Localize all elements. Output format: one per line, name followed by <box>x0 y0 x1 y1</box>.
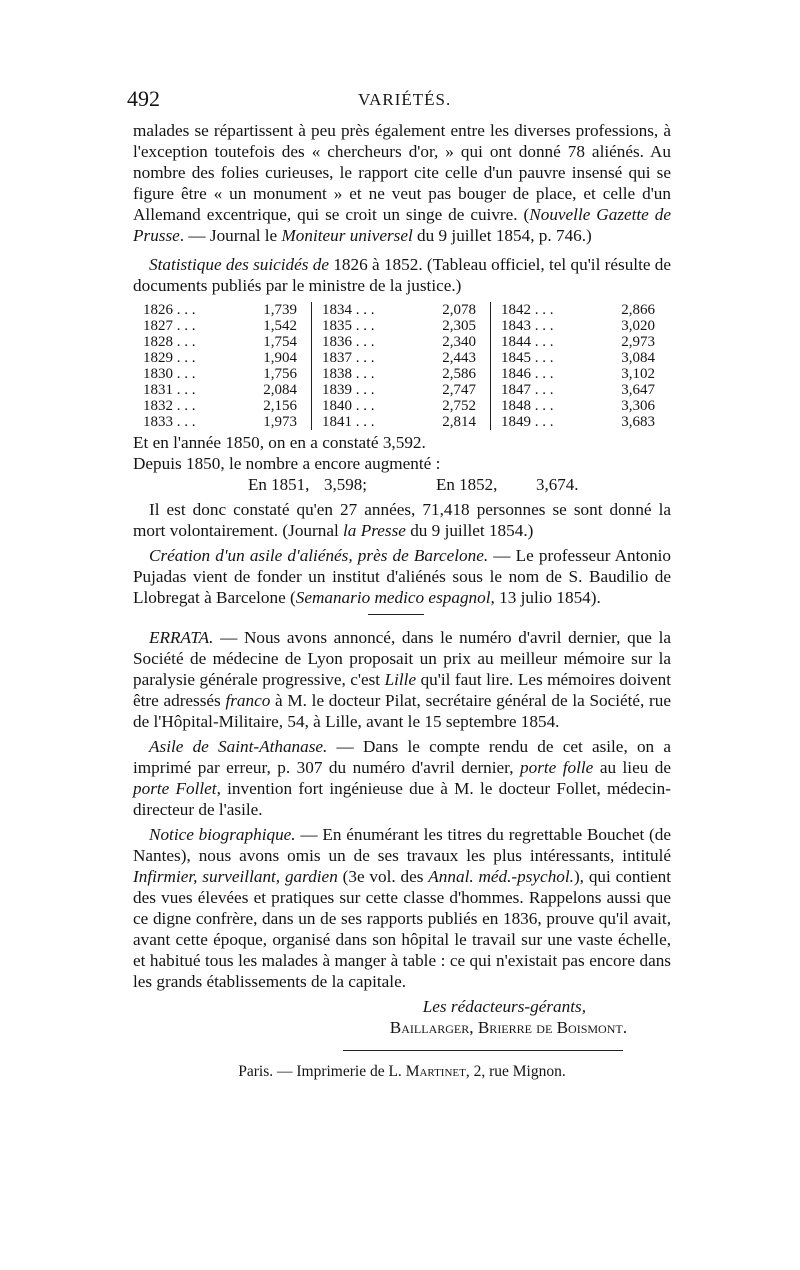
paragraph-conclusion: Il est donc constaté qu'en 27 années, 71,418 personnes se sont donné la mort volontairement. (Journal la Presse du 9 juillet 1854.) <box>133 500 671 540</box>
row-1851-1852: En 1851, 3,598; En 1852, 3,674. <box>248 475 579 494</box>
page-header <box>127 86 671 120</box>
signature-label: Les rédacteurs-gérants, <box>422 997 586 1016</box>
page-number: 492 <box>127 86 160 111</box>
paragraph-asile-saint-athanase: Asile de Saint-Athanase. — Dans le compte rendu de cet asile, on a imprimé par erreur, p. 307 du numéro d'avril dernier, porte folle au lieu de porte Follet, invention fort ingénieuse due à M. le docteur Follet, médecin-directeur de l'asile. <box>133 737 671 819</box>
line-depuis-1850: Depuis 1850, le nombre a encore augmenté : <box>133 454 441 473</box>
statistics-heading: Statistique des suicidés de 1826 à 1852. (Tableau officiel, tel qu'il résulte de documents publiés par le ministre de la justice.) <box>133 255 671 295</box>
signature-names: Baillarger, Brierre de Boismont. <box>389 1018 627 1037</box>
running-title: VARIÉTÉS. <box>358 90 452 109</box>
years-column-2: 1834 . . . 1835 . . . 1836 . . . 1837 . . . 1838 . . . 1839 . . . 1840 . . . 1841 . . . <box>312 302 413 430</box>
line-1850: Et en l'année 1850, on en a constaté 3,592. <box>133 433 426 452</box>
page <box>127 86 671 1082</box>
printer-imprint: Paris. — Imprimerie de L. Martinet, 2, rue Mignon. <box>238 1063 566 1080</box>
paragraph-barcelone: Création d'un asile d'aliénés, près de Barcelone. — Le professeur Antonio Pujadas vient de fonder un institut d'aliénés sous le nom de S. Baudilio de Llobregat à Barcelone (Semanario medico espagnol, 13 julio 1854). <box>133 546 671 607</box>
years-column-1: 1826 . . . 1827 . . . 1828 . . . 1829 . . . 1830 . . . 1831 . . . 1832 . . . 1833 . . . <box>143 302 196 430</box>
values-column-1: 1,739 1,542 1,754 1,904 1,756 2,084 2,156 1,973 <box>263 302 297 430</box>
paragraph-errata: ERRATA. — Nous avons annoncé, dans le numéro d'avril dernier, que la Société de médecine de Lyon proposait un prix au meilleur mémoire sur la paralysie générale progressive, c'est Lille qu'il faut lire. Les mémoires doivent être adressés franco à M. le docteur Pilat, secrétaire général de la Société, rue de l'Hôpital-Militaire, 54, à Lille, avant le 15 septembre 1854. <box>133 628 671 731</box>
paragraph-notice-biographique: Notice biographique. — En énumérant les titres du regrettable Bouchet (de Nantes), nous avons omis un de ses travaux les plus intéressants, intitulé Infirmier, surveillant, gardien (3e vol. des Annal. méd.-psychol.), qui contient des vues élevées et pratiques sur cette classe d'hommes. Rappelons aussi que ce digne confrère, dans un de ses rapports publiés en 1836, prouve qu'il avait, avant cette époque, organisé dans son hôpital le travail sur une vaste échelle, et habitué tous les malades à manger à table : ce qui n'existait pas encore dans les grands établissements de la capitale. <box>133 825 671 991</box>
years-column-3: 1842 . . . 1843 . . . 1844 . . . 1845 . . . 1846 . . . 1847 . . . 1848 . . . 1849 . . . <box>491 302 592 430</box>
section-rule <box>368 614 424 615</box>
signature-rule <box>343 1050 623 1051</box>
suicide-statistics-table <box>143 302 669 430</box>
values-column-2: 2,078 2,305 2,340 2,443 2,586 2,747 2,752 2,814 <box>442 302 476 430</box>
paragraph-chercheurs: malades se répartissent à peu près également entre les diverses professions, à l'exception toutefois des « chercheurs d'or, » qui ont donné 78 aliénés. Au nombre des folies curieuses, le rapport cite celle d'un pauvre insensé qui se figure être « un monument » et ne veut pas bouger de place, et celle d'un Allemand excentrique, qui se croit un singe de cuivre. (Nouvelle Gazette de Prusse. — Journal le Moniteur universel du 9 juillet 1854, p. 746.) <box>133 121 671 245</box>
values-column-3: 2,866 3,020 2,973 3,084 3,102 3,647 3,306 3,683 <box>621 302 655 430</box>
